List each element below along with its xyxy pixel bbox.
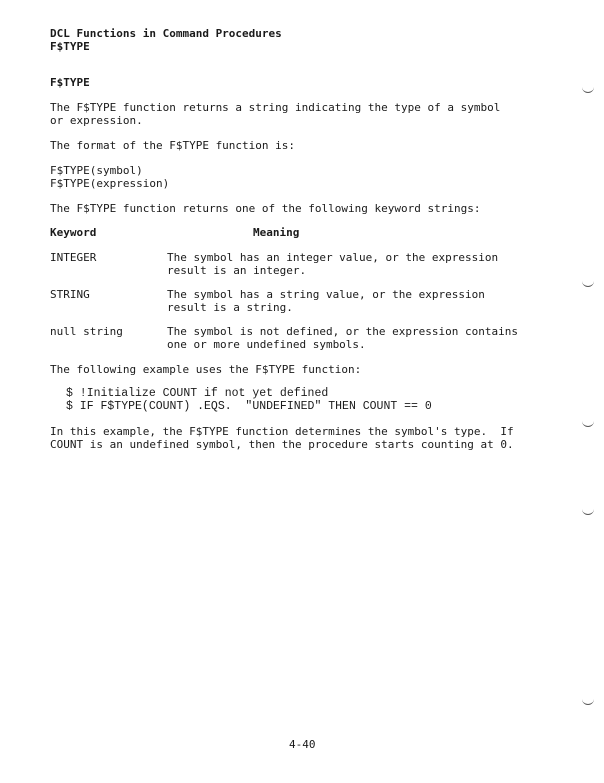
margin-mark [582, 698, 594, 705]
table-row-meaning-line: The symbol has an integer value, or the expression [167, 251, 499, 264]
table-header-keyword: Keyword [50, 226, 97, 239]
running-header-section: F$TYPE [50, 40, 90, 53]
format-line-symbol: F$TYPE(symbol) [50, 164, 143, 177]
table-row-meaning-line: result is an integer. [167, 264, 307, 277]
table-row-keyword: null string [50, 325, 123, 338]
example-code-line-2: $ IF F$TYPE(COUNT) .EQS. "UNDEFINED" THEN COUNT == 0 [66, 400, 432, 413]
table-row-meaning-line: The symbol has a string value, or the expression [167, 288, 485, 301]
example-code-line-1: $ !Initialize COUNT if not yet defined [66, 387, 329, 400]
margin-mark [582, 86, 594, 93]
table-row-meaning-line: result is a string. [167, 301, 293, 314]
returns-intro: The F$TYPE function returns one of the following keyword strings: [50, 202, 481, 215]
table-row-meaning-line: The symbol is not defined, or the expression contains [167, 325, 518, 338]
table-row-keyword: STRING [50, 288, 90, 301]
format-intro: The format of the F$TYPE function is: [50, 139, 296, 152]
page-number: 4-40 [289, 738, 316, 751]
running-header-chapter: DCL Functions in Command Procedures [50, 27, 282, 40]
table-header-meaning: Meaning [253, 226, 300, 239]
margin-mark [582, 508, 594, 515]
conclusion-line-2: COUNT is an undefined symbol, then the procedure starts counting at 0. [50, 438, 514, 451]
format-line-expression: F$TYPE(expression) [50, 177, 170, 190]
conclusion-line-1: In this example, the F$TYPE function determines the symbol's type. If [50, 425, 514, 438]
example-intro: The following example uses the F$TYPE function: [50, 363, 362, 376]
intro-line-2: or expression. [50, 114, 143, 127]
section-heading: F$TYPE [50, 76, 90, 89]
intro-line-1: The F$TYPE function returns a string indicating the type of a symbol [50, 101, 501, 114]
table-row-meaning-line: one or more undefined symbols. [167, 338, 366, 351]
margin-mark [582, 420, 594, 427]
margin-mark [582, 280, 594, 287]
table-row-keyword: INTEGER [50, 251, 97, 264]
